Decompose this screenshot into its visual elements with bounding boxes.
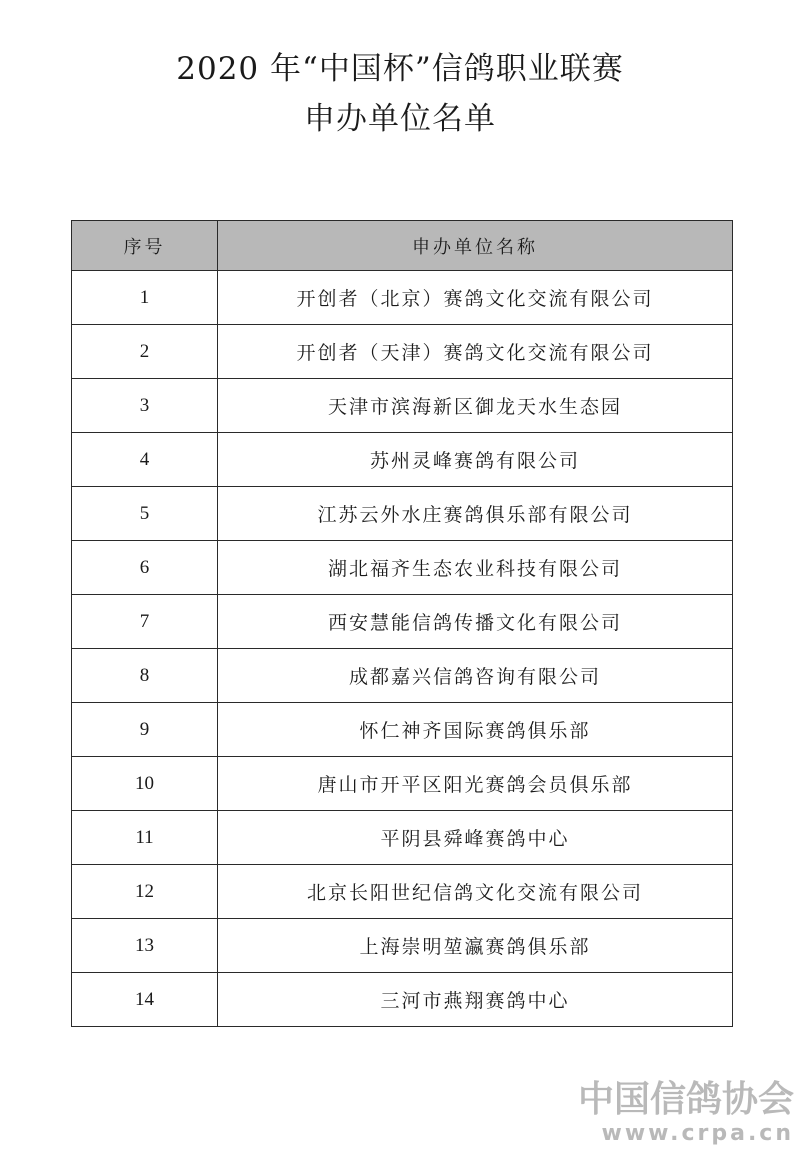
row-serial-number: 4	[72, 433, 218, 487]
row-serial-number: 14	[72, 973, 218, 1027]
title-line-2: 申办单位名单	[304, 101, 496, 137]
row-applicant-name: 苏州灵峰赛鸽有限公司	[218, 433, 733, 487]
header-serial-number: 序号	[72, 221, 218, 271]
table-row	[72, 865, 733, 919]
table-row	[72, 919, 733, 973]
row-applicant-name: 江苏云外水庄赛鸽俱乐部有限公司	[218, 487, 733, 541]
title-line-1: 2020 年“中国杯”信鸽职业联赛	[176, 51, 624, 87]
row-applicant-name: 上海崇明堃瀛赛鸽俱乐部	[218, 919, 733, 973]
row-serial-number: 12	[72, 865, 218, 919]
watermark	[578, 1080, 794, 1148]
table-row	[72, 271, 733, 325]
row-serial-number: 5	[72, 487, 218, 541]
row-applicant-name: 开创者（北京）赛鸽文化交流有限公司	[218, 271, 733, 325]
row-serial-number: 3	[72, 379, 218, 433]
watermark-name: 中国信鸽协会	[577, 1079, 794, 1120]
row-serial-number: 2	[72, 325, 218, 379]
table-row	[72, 757, 733, 811]
table-row	[72, 541, 733, 595]
table-row	[72, 595, 733, 649]
watermark-url: www.crpa.cn	[601, 1121, 794, 1146]
table-row	[72, 649, 733, 703]
row-applicant-name: 开创者（天津）赛鸽文化交流有限公司	[218, 325, 733, 379]
table-header-row	[72, 221, 733, 271]
row-serial-number: 13	[72, 919, 218, 973]
table-row	[72, 379, 733, 433]
table-row	[72, 487, 733, 541]
row-serial-number: 8	[72, 649, 218, 703]
row-serial-number: 9	[72, 703, 218, 757]
row-serial-number: 1	[72, 271, 218, 325]
table-row	[72, 433, 733, 487]
row-serial-number: 10	[72, 757, 218, 811]
table-row	[72, 703, 733, 757]
row-applicant-name: 北京长阳世纪信鸽文化交流有限公司	[218, 865, 733, 919]
row-applicant-name: 天津市滨海新区御龙天水生态园	[218, 379, 733, 433]
row-applicant-name: 西安慧能信鸽传播文化有限公司	[218, 595, 733, 649]
document-title	[0, 44, 800, 144]
applicant-table	[71, 220, 733, 1027]
row-serial-number: 7	[72, 595, 218, 649]
row-applicant-name: 三河市燕翔赛鸽中心	[218, 973, 733, 1027]
row-serial-number: 11	[72, 811, 218, 865]
row-applicant-name: 怀仁神齐国际赛鸽俱乐部	[218, 703, 733, 757]
row-applicant-name: 成都嘉兴信鸽咨询有限公司	[218, 649, 733, 703]
row-applicant-name: 唐山市开平区阳光赛鸽会员俱乐部	[218, 757, 733, 811]
table-row	[72, 811, 733, 865]
table-body	[72, 271, 733, 1027]
table-row	[72, 973, 733, 1027]
row-applicant-name: 湖北福齐生态农业科技有限公司	[218, 541, 733, 595]
table-row	[72, 325, 733, 379]
row-serial-number: 6	[72, 541, 218, 595]
row-applicant-name: 平阴县舜峰赛鸽中心	[218, 811, 733, 865]
header-applicant-name: 申办单位名称	[218, 221, 733, 271]
